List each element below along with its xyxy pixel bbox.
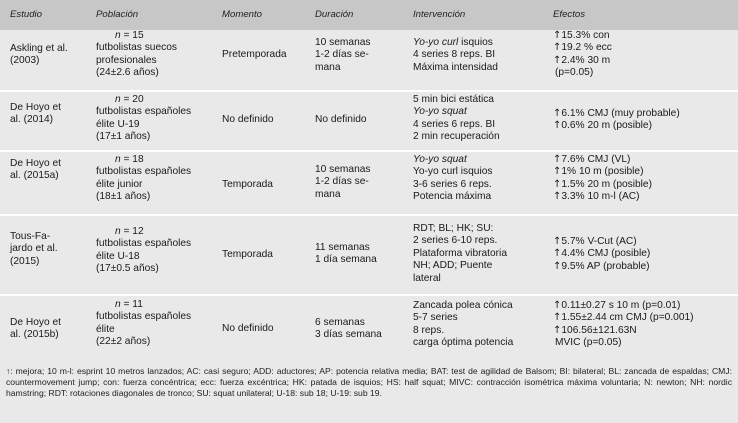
cell-estudio: Askling et al. (2003) — [10, 43, 68, 67]
arrow-up-icon: ↑ — [553, 248, 562, 260]
table-row — [0, 30, 738, 90]
cell-estudio: De Hoyo et al. (2015b) — [10, 317, 61, 341]
table-footnote — [0, 360, 738, 423]
arrow-up-icon: ↑ — [553, 54, 562, 66]
arrow-up-icon: ↑ — [553, 236, 562, 247]
cell-estudio: Tous-Fa- jardo et al. (2015) — [10, 231, 58, 267]
table-row — [0, 296, 738, 360]
arrow-up-icon: ↑ — [553, 260, 562, 272]
cell-duracion: 11 semanas 1 día semana — [315, 242, 377, 266]
arrow-up-icon: ↑ — [553, 191, 562, 203]
cell-momento: Temporada — [222, 179, 273, 190]
cell-duracion: 10 semanas 1-2 días se- mana — [315, 164, 371, 200]
arrow-up-icon: ↑ — [553, 30, 562, 41]
footnote-text: ↑: mejora; 10 m-l: esprint 10 metros lanzados; AC: casi seguro; ADD: aductores; AP: potencia relativa media; BAT: test de agilidad de Balsom; BI: bilateral; BL: zancada de espaldas; CMJ: countermovement jump; con: fuerza concéntrica; ecc: fuerza excéntrica; HK: patada de isquios; HS: half squat; MIVC: contracción isométrica máxima voluntaria; N: newton; NH: nordic hamstring; RDT: rotaciones diagonales de tronco; SU: squat unilateral; U-18: sub 18; U-19: sub 19. — [6, 366, 732, 399]
cell-efectos: ↑15.3% con ↑19.2 % ecc ↑2.4% 30 m (p=0.05) — [553, 30, 612, 79]
arrow-up-icon: ↑ — [553, 120, 562, 132]
cell-momento: No definido — [222, 114, 274, 125]
cell-poblacion: n = 20 futbolistas españoles élite U-19 (17±1 años) — [96, 94, 192, 143]
cell-estudio: De Hoyo et al. (2014) — [10, 102, 61, 126]
header-duracion: Duración — [315, 9, 354, 20]
header-efectos: Efectos — [553, 9, 585, 20]
cell-efectos: ↑7.6% CMJ (VL) ↑1% 10 m (posible) ↑1.5% 20 m (posible) ↑3.3% 10 m-l (AC) — [553, 154, 652, 203]
cell-duracion: 6 semanas 3 días semana — [315, 317, 382, 341]
arrow-up-icon: ↑ — [553, 166, 562, 178]
arrow-up-icon: ↑ — [553, 178, 562, 190]
header-momento: Momento — [222, 9, 262, 20]
table-row — [0, 152, 738, 214]
arrow-up-icon: ↑ — [553, 154, 562, 165]
cell-intervencion: Yo-yo curl isquios 4 series 8 reps. BI Máxima intensidad — [413, 37, 498, 73]
cell-efectos: ↑5.7% V-Cut (AC) ↑4.4% CMJ (posible) ↑9.5% AP (probable) — [553, 236, 651, 272]
cell-poblacion: n = 12 futbolistas españoles élite U-18 (17±0.5 años) — [96, 226, 192, 275]
arrow-up-icon: ↑ — [553, 300, 562, 311]
arrow-up-icon: ↑ — [553, 42, 562, 54]
cell-estudio: De Hoyo et al. (2015a) — [10, 158, 61, 182]
arrow-up-icon: ↑ — [553, 108, 562, 119]
cell-efectos: ↑0.11±0.27 s 10 m (p=0.01) ↑1.55±2.44 cm CMJ (p=0.001) ↑106.56±121.63N MVIC (p=0.05) — [553, 300, 694, 349]
cell-momento: Pretemporada — [222, 49, 287, 60]
cell-poblacion: n = 18 futbolistas españoles élite junior (18±1 años) — [96, 154, 192, 203]
cell-intervencion: Zancada polea cónica 5-7 series 8 reps. carga óptima potencia — [413, 300, 514, 349]
table-row — [0, 216, 738, 294]
arrow-up-icon: ↑ — [553, 312, 562, 324]
cell-intervencion: RDT; BL; HK; SU: 2 series 6-10 reps. Plataforma vibratoria NH; ADD; Puente lateral — [413, 223, 507, 284]
cell-duracion: 10 semanas 1-2 días se- mana — [315, 37, 371, 73]
cell-duracion: No definido — [315, 114, 367, 125]
cell-momento: No definido — [222, 323, 274, 334]
header-intervencion: Intervención — [413, 9, 466, 20]
header-poblacion: Población — [96, 9, 139, 20]
cell-efectos: ↑6.1% CMJ (muy probable) ↑0.6% 20 m (posible) — [553, 108, 680, 132]
table-header — [0, 0, 738, 30]
header-estudio: Estudio — [10, 9, 42, 20]
cell-poblacion: n = 15 futbolistas suecos profesionales (24±2.6 años) — [96, 30, 177, 79]
cell-momento: Temporada — [222, 249, 273, 260]
cell-intervencion: 5 min bici estática Yo-yo squat 4 series 6 reps. BI 2 min recuperación — [413, 94, 500, 143]
table-row — [0, 92, 738, 150]
arrow-up-icon: ↑ — [553, 324, 562, 336]
cell-poblacion: n = 11 futbolistas españoles élite (22±2 años) — [96, 299, 192, 348]
cell-intervencion: Yo-yo squat Yo-yo curl isquios 3-6 series 6 reps. Potencia máxima — [413, 154, 493, 203]
